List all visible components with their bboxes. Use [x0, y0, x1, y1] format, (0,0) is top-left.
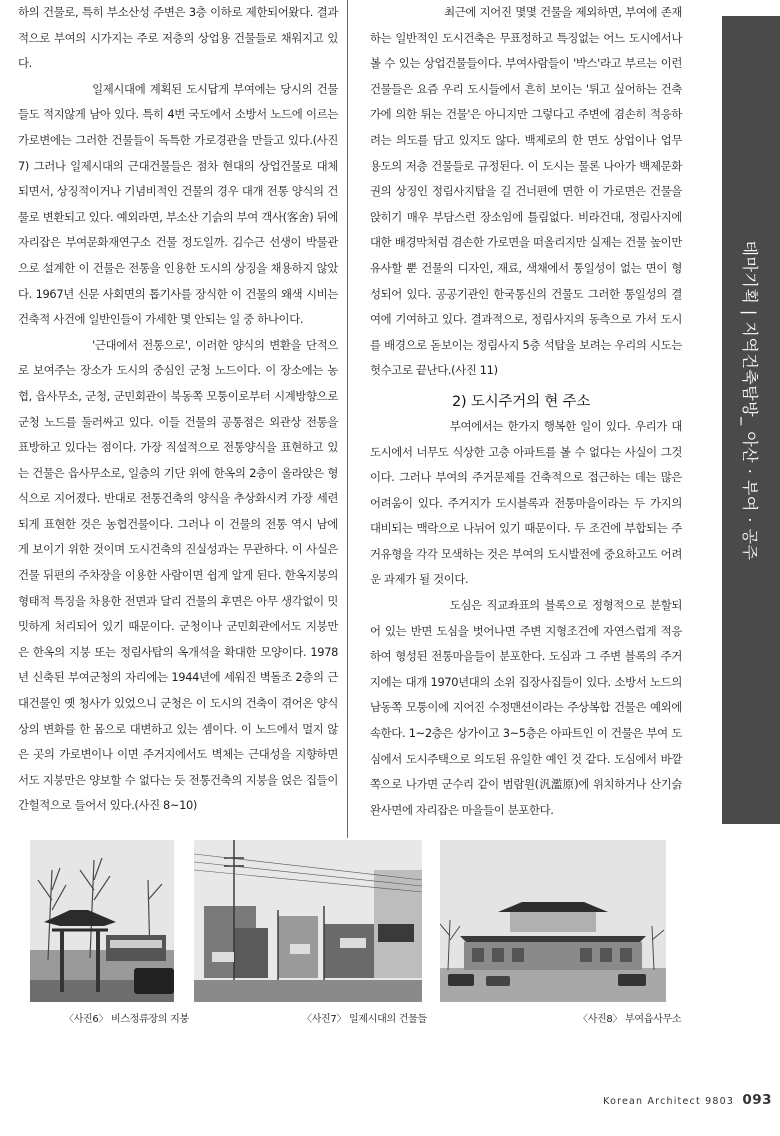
section-sidebar-tab — [722, 16, 780, 824]
page-number: 093 — [742, 1092, 772, 1108]
photo-caption: 〈사진7〉 일제시대의 건물들 — [302, 1014, 427, 1025]
photo-bus-stop-roof — [30, 840, 174, 1002]
right-text-column — [370, 0, 682, 823]
body-paragraph: 부여에서는 한가지 행복한 일이 있다. 우리가 대도시에서 너무도 식상한 고층 아파트를 볼 수 없다는 사실이 그것이다. 그러나 부여의 주거문제를 건축적으로 접근하는 데는 많은 어려움이 있다. 주거지가 도시블록과 전통마을이라는 두 가지의 대비되는 맥락으로 나뉘어 있기 때문이다. 두 조건에 부합되는 주거유형을 각각 모색하는 것은 부여의 도시발전에 중요하고도 어려운 과제가 될 것이다. — [370, 418, 682, 587]
body-paragraph: '근대에서 전통으로', 이러한 양식의 변환을 단적으로 보여주는 장소가 도시의 중심인 군청 노드이다. 이 장소에는 농협, 읍사무소, 군청, 군민회관이 북동쪽 모퉁이로부터 시계방향으로 군청 노드를 둘러싸고 있다. 이들 건물의 공통점은 외관상 전통을 표방하고 있다는 점이다. 가장 직설적으로 전통양식을 표현하고 있는 건물은 읍사무소로, 일층의 기단 위에 한옥의 2층이 올라앉은 형식으로 지어졌다. 반대로 전통건축의 양식을 추상화시켜 가장 세련되게 표현한 것은 농협건물이다. 그러나 이 건물의 전통 역시 남에게 보이기 위한 것이며 도시건축의 진실성과는 무관하다. 이 사실은 건물 뒤편의 주차장을 이용한 사람이면 쉽게 알게 된다. 한옥지붕의 형태적 특징을 차용한 전면과 달리 건물의 후면은 아무 생각없이 밋밋하게 처리되어 있기 때문이다. 군청이나 군민회관에서도 지붕만은 한옥의 지붕 또는 정림사탑의 옥개석을 확대한 모양이다. 1978년 신축된 부여군청의 자리에는 1944년에 세워진 벽돌조 2층의 근대건물인 옛 청사가 있었으니 군청은 이 도시의 건축이 겪어온 양식상의 변화를 한 몸으로 대변하고 있는 셈이다. 이 노드에서 멀지 않은 곳의 가로변이나 이면 주거지에서도 벽체는 근대성을 지향하면서도 지붕만은 양보할 수 없다는 듯 전통건축의 지붕을 얹은 집들이 간헐적으로 들어서 있다.(사진 8~10) — [18, 337, 338, 813]
photo-colonial-buildings — [194, 840, 422, 1002]
page-footer — [603, 1092, 772, 1108]
photo-caption: 〈사진6〉 비스정류장의 지붕 — [64, 1014, 189, 1025]
body-paragraph: 일제시대에 계획된 도시답게 부여에는 당시의 건물들도 적지않게 남아 있다. 특히 4번 국도에서 소방서 노드에 이르는 가로변에는 그러한 건물들이 독특한 가로경관을 만들고 있다.(사진 7) 그러나 일제시대의 근대건물들은 점차 현대의 상업건물로 대체되면서, 상징적이거나 기념비적인 건물의 경우 대개 전통 양식의 건물로 변환되고 있다. 예외라면, 부소산 기슭의 부여 객사(客舍) 뒤에 자리잡은 부여문화재연구소 건물 정도일까. 김수근 선생이 박물관으로 설계한 이 건물은 전통을 인용한 도시의 상징을 채용하지 않았다. 1967년 신문 사회면의 톱기사를 장식한 이 건물의 왜색 시비는 건축적 사건에 일반인들이 가세한 몇 안되는 일 중 하나이다. — [18, 81, 338, 327]
section-subheading: 2) 도시주거의 현 주소 — [452, 393, 591, 410]
body-paragraph: 하의 건물로, 특히 부소산성 주변은 3층 이하로 제한되어왔다. 결과적으로 부여의 시가지는 주로 저층의 상업용 건물들로 채워지고 있다. — [18, 5, 338, 71]
body-paragraph: 도심은 직교좌표의 블록으로 정형적으로 분할되어 있는 반면 도심을 벗어나면 주변 지형조건에 자연스럽게 적응하여 형성된 전통마을들이 분포한다. 도심과 그 주변 블록의 주거지에는 대개 1970년대의 소위 집장사집들이 있다. 소방서 노드의 남동쪽 모퉁이에 지어진 수정맨션이라는 주상복합 건물은 예외에 속한다. 1~2층은 상가이고 3~5층은 아파트인 이 건물은 부여 도심에서 도시주택으로 의도된 유일한 예인 것 같다. 도심에서 바깥쪽으로 나가면 군수리 같이 범람원(汎濫原)에 위치하거나 산기슭 완사면에 자리잡은 마을들이 분포한다. — [370, 598, 682, 817]
body-paragraph: 최근에 지어진 몇몇 건물을 제외하면, 부여에 존재하는 일반적인 도시건축은 무표정하고 특징없는 어느 도시에서나 볼 수 있는 상업건물들이다. 부여사람들이 '박스'라고 부르는 이런 건물들은 요즘 우리 도시들에서 흔히 보이는 '튀고 싶어하는 건축가에 의한 튀는 건물'은 아니지만 그렇다고 주변에 겸손히 적응하려는 의도를 담고 있지도 않다. 백제로의 한 면도 상업이나 업무 용도의 저층 건물들로 규정된다. 이 도시는 물론 나아가 백제문화권의 상징인 정림사지탑을 길 건너편에 면한 이 가로면은 건물을 앉히기 매우 부담스런 장소임에 틀림없다. 비라건대, 정림사지에 대한 배경막처럼 겸손한 가로면을 떠올리지만 실제는 건물 높이만 유사할 뿐 건물의 디자인, 재료, 색채에서 통일성이 없는 면이 형성되어 있다. 공공기관인 한국통신의 건물도 그러한 통일성의 결여에 기여하고 있다. 결과적으로, 정림사지의 동측으로 가서 도시를 배경으로 돋보이는 정림사지 5층 석탑을 보려는 우리의 시도는 헛수고로 끝난다.(사진 11) — [370, 5, 682, 378]
photo-caption: 〈사진8〉 부여읍사무소 — [578, 1014, 682, 1025]
column-divider — [347, 0, 348, 838]
sidebar-title: 테마기획 | 지역건축탐방_ 아산 · 부여 · 공주 — [740, 240, 760, 560]
photo-town-office — [440, 840, 666, 1002]
left-text-column — [18, 0, 338, 819]
magazine-issue: Korean Architect 9803 — [603, 1096, 735, 1107]
